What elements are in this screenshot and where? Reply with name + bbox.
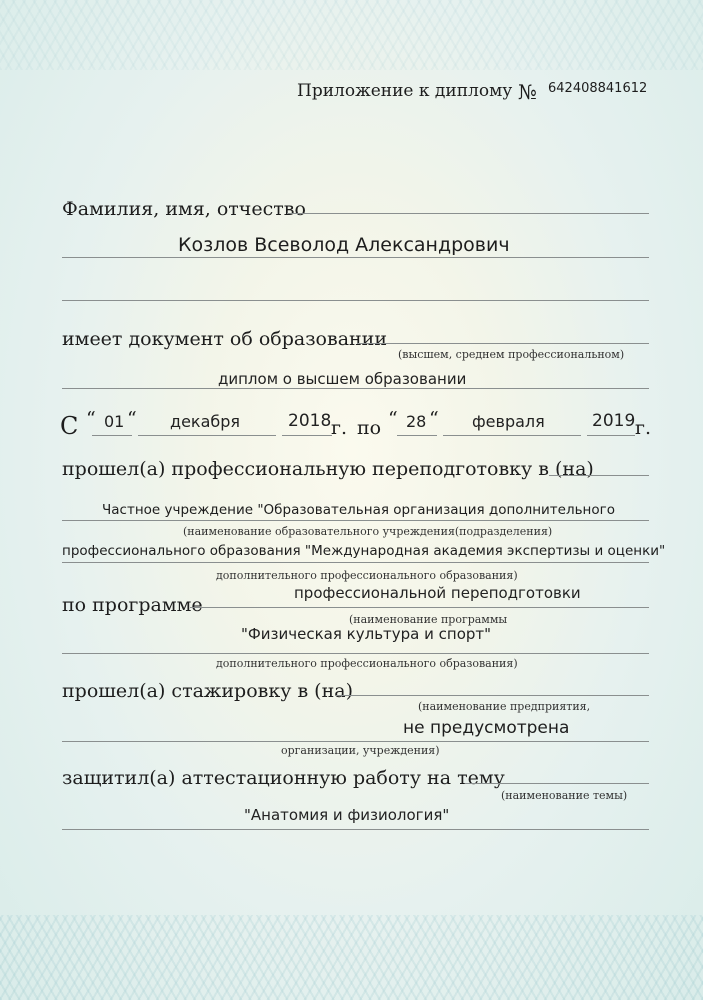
to-day-line <box>397 435 437 436</box>
organization-hint-2: дополнительного профессионального образования) <box>216 569 518 582</box>
program-line <box>190 607 649 608</box>
program-value-line <box>62 653 649 654</box>
fio-line <box>287 213 649 214</box>
thesis-value-line <box>62 829 649 830</box>
education-value: диплом о высшем образовании <box>218 370 467 388</box>
education-hint: (высшем, среднем профессиональном) <box>398 348 625 361</box>
from-year: 2018 <box>288 411 332 431</box>
to-year: 2019 <box>592 411 636 431</box>
internship-line <box>335 695 649 696</box>
from-day: 01 <box>104 412 125 431</box>
from-year-line <box>282 435 332 436</box>
internship-value-line <box>62 741 649 742</box>
to-month: февраля <box>472 412 545 431</box>
guilloche-top <box>0 0 703 70</box>
to-year-suffix: г. <box>635 417 651 439</box>
from-month: декабря <box>170 412 241 431</box>
period-to-word: по <box>357 417 382 439</box>
quote-open-2: “ <box>388 408 398 430</box>
from-year-suffix: г. <box>331 417 347 439</box>
internship-hint: (наименование предприятия, <box>418 700 591 713</box>
thesis-value: "Анатомия и физиология" <box>244 806 450 824</box>
to-day: 28 <box>406 412 427 431</box>
program-value-2: "Физическая культура и спорт" <box>241 625 492 643</box>
thesis-line <box>465 783 649 784</box>
thesis-hint: (наименование темы) <box>501 789 628 802</box>
quote-close-1: “ <box>127 408 137 430</box>
education-label: имеет документ об образовании <box>62 328 388 350</box>
education-line <box>357 343 649 344</box>
internship-value: не предусмотрена <box>403 718 570 738</box>
to-month-line <box>443 435 581 436</box>
diploma-number: 642408841612 <box>548 81 648 96</box>
from-day-line <box>92 435 132 436</box>
internship-hint-2: организации, учреждения) <box>281 744 440 757</box>
internship-label: прошел(а) стажировку в (на) <box>62 680 354 702</box>
to-year-line <box>587 435 635 436</box>
retraining-line <box>549 475 649 476</box>
program-hint: (наименование программы <box>349 613 508 626</box>
guilloche-bottom <box>0 915 703 1000</box>
program-label: по программе <box>62 594 203 616</box>
program-hint-2: дополнительного профессионального образования) <box>216 657 518 670</box>
number-sign: № <box>518 80 537 104</box>
organization-hint: (наименование образовательного учреждения(подразделения) <box>183 525 553 538</box>
quote-close-2: “ <box>429 408 439 430</box>
from-month-line <box>138 435 276 436</box>
quote-open-1: “ <box>86 408 96 430</box>
blank-line <box>62 300 649 301</box>
fio-value-line <box>62 257 649 258</box>
program-value-1: профессиональной переподготовки <box>294 584 581 602</box>
organization-line-2-rule <box>62 562 649 563</box>
organization-line-1: Частное учреждение "Образовательная организация дополнительного <box>102 502 615 518</box>
thesis-label: защитил(а) аттестационную работу на тему <box>62 767 505 789</box>
education-value-line <box>62 388 649 389</box>
organization-line-2: профессионального образования "Международная академия экспертизы и оценки" <box>62 543 666 559</box>
fio-value: Козлов Всеволод Александрович <box>178 234 510 256</box>
organization-line-1-rule <box>62 520 649 521</box>
fio-label: Фамилия, имя, отчество <box>62 198 306 220</box>
period-from-word: С <box>60 412 79 440</box>
retraining-label: прошел(а) профессиональную переподготовку в (на) <box>62 458 594 480</box>
document-title: Приложение к диплому <box>297 81 513 101</box>
